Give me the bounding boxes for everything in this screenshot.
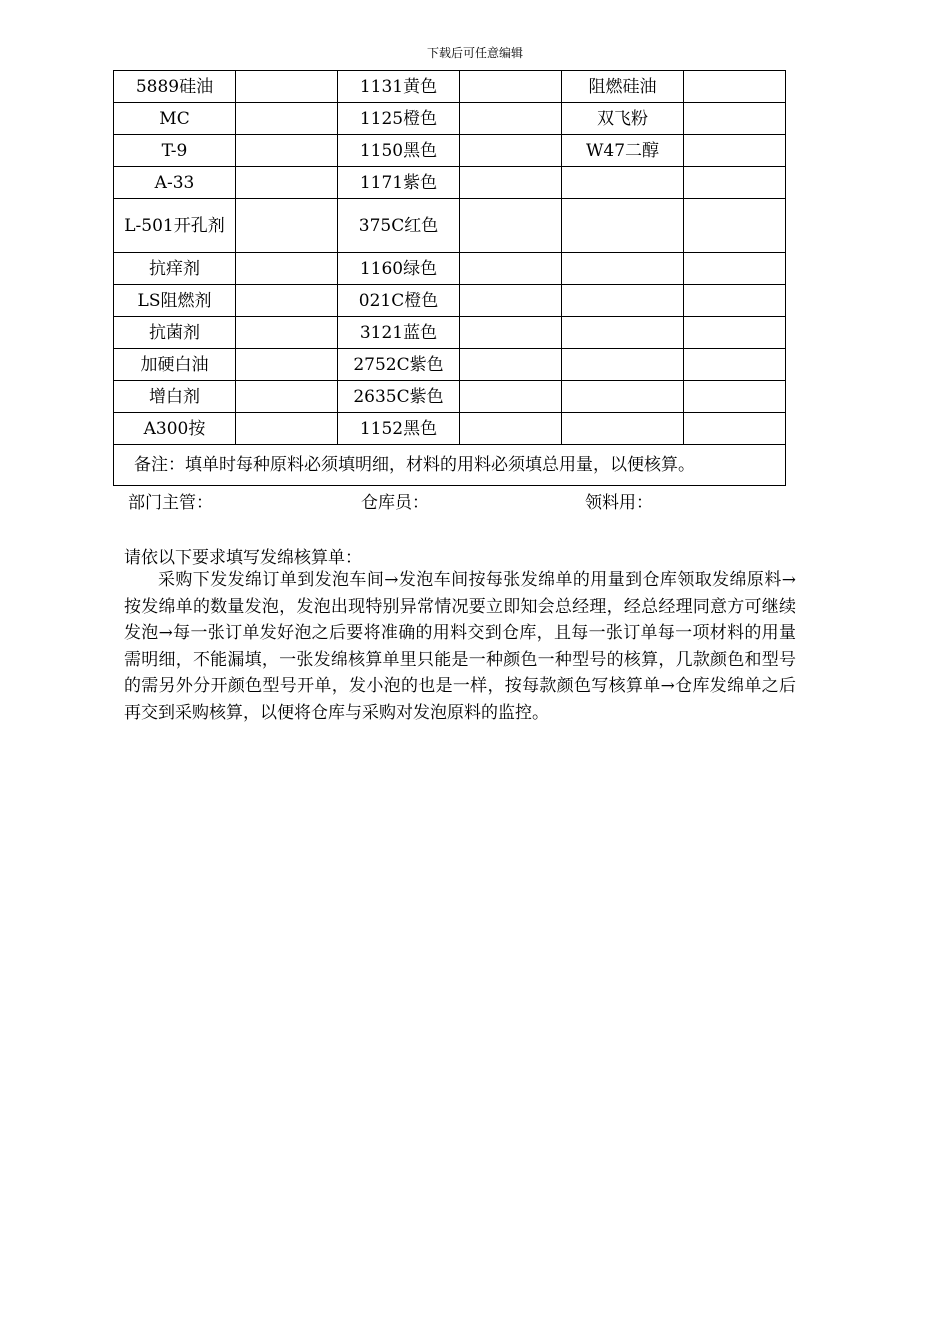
quantity-cell[interactable] <box>236 135 338 167</box>
material-name-cell: 双飞粉 <box>562 103 684 135</box>
instructions-title: 请依以下要求填写发绵核算单： <box>124 548 362 568</box>
quantity-cell[interactable] <box>460 349 562 381</box>
material-name-cell: A-33 <box>114 167 236 199</box>
material-name-cell: 增白剂 <box>114 381 236 413</box>
material-name-cell <box>562 413 684 445</box>
table-row <box>114 135 786 167</box>
quantity-cell[interactable] <box>236 199 338 253</box>
quantity-cell[interactable] <box>236 71 338 103</box>
quantity-cell[interactable] <box>236 167 338 199</box>
color-name-cell: 1150黑色 <box>338 135 460 167</box>
material-name-cell: 抗菌剂 <box>114 317 236 349</box>
quantity-cell[interactable] <box>684 317 786 349</box>
material-name-cell: 加硬白油 <box>114 349 236 381</box>
quantity-cell[interactable] <box>460 71 562 103</box>
material-name-cell <box>562 381 684 413</box>
quantity-cell[interactable] <box>460 285 562 317</box>
quantity-cell[interactable] <box>684 103 786 135</box>
quantity-cell[interactable] <box>460 167 562 199</box>
color-name-cell: 1171紫色 <box>338 167 460 199</box>
quantity-cell[interactable] <box>236 253 338 285</box>
quantity-cell[interactable] <box>460 135 562 167</box>
quantity-cell[interactable] <box>684 199 786 253</box>
material-name-cell: MC <box>114 103 236 135</box>
dept-head-label: 部门主管： <box>128 493 213 513</box>
quantity-cell[interactable] <box>460 199 562 253</box>
quantity-cell[interactable] <box>460 413 562 445</box>
quantity-cell[interactable] <box>236 413 338 445</box>
table-row <box>114 167 786 199</box>
color-name-cell: 1125橙色 <box>338 103 460 135</box>
material-name-cell: 阻燃硅油 <box>562 71 684 103</box>
quantity-cell[interactable] <box>684 349 786 381</box>
color-name-cell: 1160绿色 <box>338 253 460 285</box>
table-row <box>114 317 786 349</box>
material-name-cell: 抗痒剂 <box>114 253 236 285</box>
table-row <box>114 381 786 413</box>
table-row <box>114 349 786 381</box>
quantity-cell[interactable] <box>236 103 338 135</box>
material-name-cell: T-9 <box>114 135 236 167</box>
table-row <box>114 103 786 135</box>
quantity-cell[interactable] <box>460 103 562 135</box>
quantity-cell[interactable] <box>684 71 786 103</box>
receiver-label: 领料用： <box>585 493 653 513</box>
signature-row <box>128 488 788 512</box>
quantity-cell[interactable] <box>684 285 786 317</box>
materials-table <box>113 70 786 486</box>
quantity-cell[interactable] <box>236 285 338 317</box>
material-name-cell: A300按 <box>114 413 236 445</box>
table-row <box>114 253 786 285</box>
quantity-cell[interactable] <box>460 381 562 413</box>
quantity-cell[interactable] <box>684 413 786 445</box>
material-name-cell <box>562 285 684 317</box>
color-name-cell: 2635C紫色 <box>338 381 460 413</box>
material-name-cell: LS阻燃剂 <box>114 285 236 317</box>
quantity-cell[interactable] <box>460 317 562 349</box>
quantity-cell[interactable] <box>684 135 786 167</box>
table-row <box>114 285 786 317</box>
quantity-cell[interactable] <box>684 253 786 285</box>
material-name-cell <box>562 317 684 349</box>
table-row <box>114 71 786 103</box>
material-name-cell <box>562 167 684 199</box>
color-name-cell: 1152黑色 <box>338 413 460 445</box>
material-name-cell <box>562 253 684 285</box>
color-name-cell: 021C橙色 <box>338 285 460 317</box>
material-name-cell: 5889硅油 <box>114 71 236 103</box>
color-name-cell: 3121蓝色 <box>338 317 460 349</box>
header-note: 下载后可任意编辑 <box>426 46 523 60</box>
quantity-cell[interactable] <box>236 317 338 349</box>
material-name-cell: L-501开孔剂 <box>114 199 236 253</box>
quantity-cell[interactable] <box>236 349 338 381</box>
instructions-body: 采购下发发绵订单到发泡车间→发泡车间按每张发绵单的用量到仓库领取发绵原料→按发绵单的数量发泡，发泡出现特别异常情况要立即知会总经理，经总经理同意方可继续发泡→每一张订单发好泡之后要将准确的用料交到仓库，且每一张订单每一项材料的用量需明细，不能漏填，一张发绵核算单里只能是一种颜色一种型号的核算，几款颜色和型号的需另外分开颜色型号开单，发小泡的也是一样，按每款颜色写核算单→仓库发绵单之后再交到采购核算，以便将仓库与采购对发泡原料的监控。 <box>124 570 796 723</box>
quantity-cell[interactable] <box>460 253 562 285</box>
material-name-cell <box>562 199 684 253</box>
color-name-cell: 2752C紫色 <box>338 349 460 381</box>
quantity-cell[interactable] <box>236 381 338 413</box>
color-name-cell: 375C红色 <box>338 199 460 253</box>
material-name-cell: W47二醇 <box>562 135 684 167</box>
table-note: 备注：填单时每种原料必须填明细，材料的用料必须填总用量，以便核算。 <box>114 445 786 486</box>
table-row <box>114 413 786 445</box>
color-name-cell: 1131黄色 <box>338 71 460 103</box>
table-note-row <box>114 445 786 486</box>
warehouse-clerk-label: 仓库员： <box>361 493 429 513</box>
material-name-cell <box>562 349 684 381</box>
quantity-cell[interactable] <box>684 381 786 413</box>
quantity-cell[interactable] <box>684 167 786 199</box>
table-row <box>114 199 786 253</box>
